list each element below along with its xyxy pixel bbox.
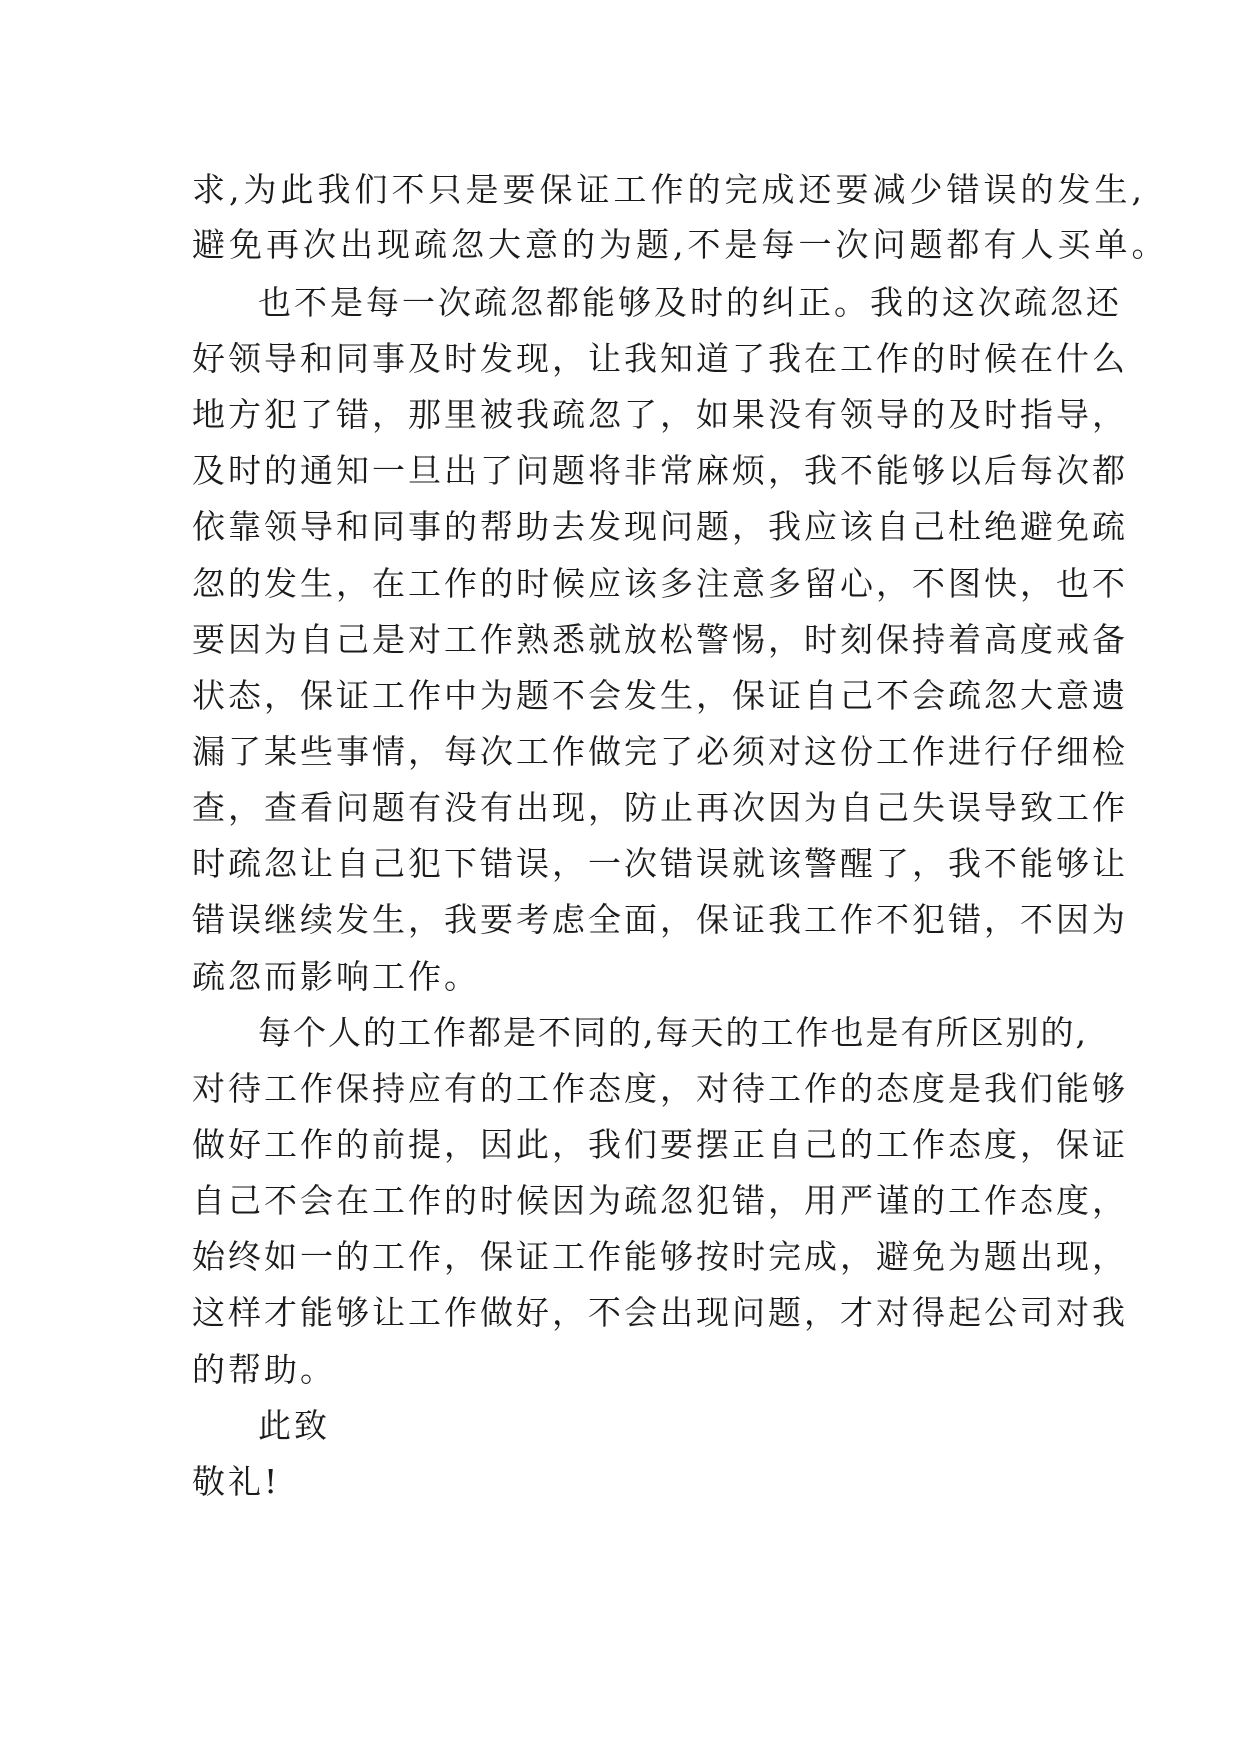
text-line: 地方犯了错，那里被我疏忽了，如果没有领导的及时指导， xyxy=(192,395,1128,434)
text-line: 好领导和同事及时发现，让我知道了我在工作的时候在什么 xyxy=(192,339,1128,378)
text-line: 也不是每一次疏忽都能够及时的纠正。我的这次疏忽还 xyxy=(258,283,1122,322)
text-line: 每个人的工作都是不同的,每天的工作也是有所区别的, xyxy=(258,1013,1088,1052)
text-line: 自己不会在工作的时候因为疏忽犯错，用严谨的工作态度， xyxy=(192,1181,1128,1220)
text-line: 漏了某些事情，每次工作做完了必须对这份工作进行仔细检 xyxy=(192,732,1128,771)
text-line: 错误继续发生，我要考虑全面，保证我工作不犯错，不因为 xyxy=(192,900,1128,939)
text-line: 始终如一的工作，保证工作能够按时完成，避免为题出现， xyxy=(192,1237,1128,1276)
text-line: 疏忽而影响工作。 xyxy=(192,957,480,996)
text-line: 求,为此我们不只是要保证工作的完成还要减少错误的发生, xyxy=(192,170,1146,209)
closing-regards: 敬礼! xyxy=(192,1462,281,1501)
text-line: 做好工作的前提，因此，我们要摆正自己的工作态度，保证 xyxy=(192,1125,1128,1164)
text-line: 查，查看问题有没有出现，防止再次因为自己失误导致工作 xyxy=(192,788,1128,827)
text-line: 对待工作保持应有的工作态度，对待工作的态度是我们能够 xyxy=(192,1069,1128,1108)
text-line: 要因为自己是对工作熟悉就放松警惕，时刻保持着高度戒备 xyxy=(192,620,1128,659)
text-line: 忽的发生，在工作的时候应该多注意多留心，不图快，也不 xyxy=(192,564,1128,603)
closing-salutation: 此致 xyxy=(258,1406,330,1445)
text-line: 及时的通知一旦出了问题将非常麻烦，我不能够以后每次都 xyxy=(192,451,1128,490)
text-line: 避免再次出现疏忽大意的为题,不是每一次问题都有人买单。 xyxy=(192,225,1169,264)
text-line: 状态，保证工作中为题不会发生，保证自己不会疏忽大意遗 xyxy=(192,676,1128,715)
text-line: 的帮助。 xyxy=(192,1350,336,1389)
text-line: 时疏忽让自己犯下错误，一次错误就该警醒了，我不能够让 xyxy=(192,844,1128,883)
text-line: 依靠领导和同事的帮助去发现问题，我应该自己杜绝避免疏 xyxy=(192,507,1128,546)
text-line: 这样才能够让工作做好，不会出现问题，才对得起公司对我 xyxy=(192,1293,1128,1332)
